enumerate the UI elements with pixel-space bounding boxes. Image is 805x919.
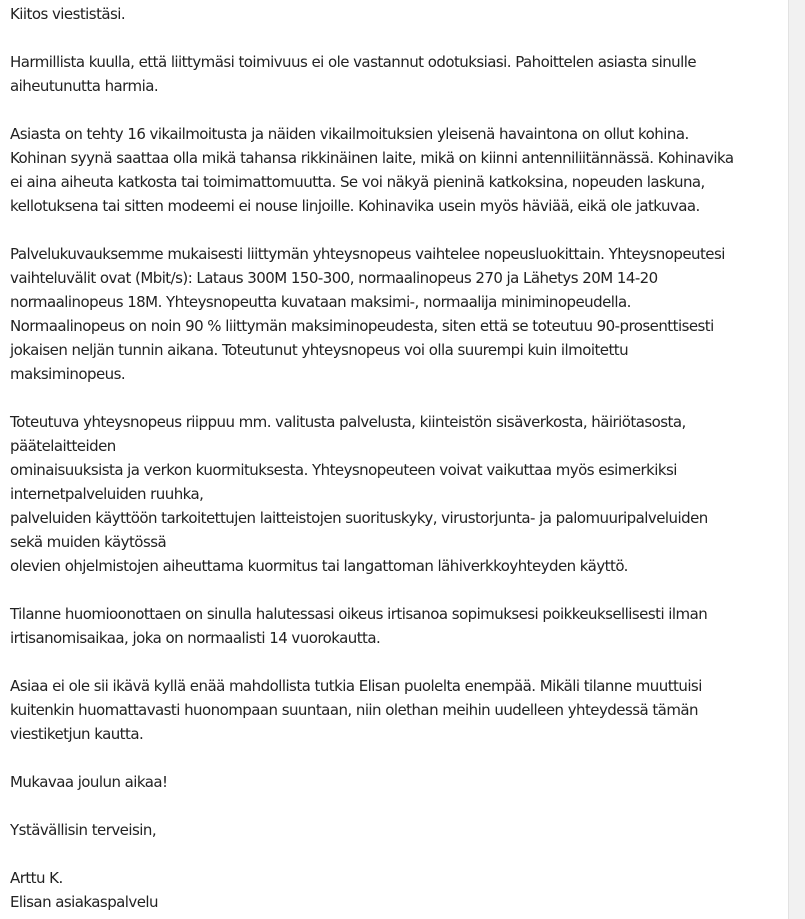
greeting-text: Kiitos viestistäsi. — [10, 5, 126, 23]
paragraph-fault-reports — [10, 122, 780, 218]
text-line: olevien ohjelmistojen aiheuttama kuormitus tai langattoman lähiverkkoyhteyden käyttö. — [10, 557, 628, 575]
text-line: maksiminopeus. — [10, 365, 126, 383]
paragraph-speed-factors — [10, 410, 780, 578]
text-line: Asiaa ei ole sii ikävä kyllä enää mahdollista tutkia Elisan puolelta enempää. Mikäli tilanne muuttuisi — [10, 677, 702, 695]
text-line: irtisanomisaikaa, joka on normaalisti 14 vuorokautta. — [10, 629, 381, 647]
text-line: kellotuksena tai sitten modeemi ei nouse linjoille. Kohinavika usein myös häviää, eikä ole jatkuvaa. — [10, 197, 700, 215]
text-line: kuitenkin huomattavasti huonompaan suuntaan, niin olethan meihin uudelleen yhteydessä tämän — [10, 701, 698, 719]
closing-wish-text: Mukavaa joulun aikaa! — [10, 773, 168, 791]
text-line: sekä muiden käytössä — [10, 533, 167, 551]
text-line: Normaalinopeus on noin 90 % liittymän maksiminopeudesta, siten että se toteutuu 90-prosenttisesti — [10, 317, 714, 335]
text-line: Asiasta on tehty 16 vikailmoitusta ja näiden vikailmoituksien yleisenä havaintona on ollut kohina. — [10, 125, 689, 143]
greeting — [10, 2, 780, 26]
text-line: Palvelukuvauksemme mukaisesti liittymän yhteysnopeus vaihtelee nopeusluokittain. Yhteysnopeutesi — [10, 245, 725, 263]
text-line: jokaisen neljän tunnin aikana. Toteutunut yhteysnopeus voi olla suurempi kuin ilmoitettu — [10, 341, 629, 359]
text-line: Toteutuva yhteysnopeus riippuu mm. valitusta palvelusta, kiinteistön sisäverkosta, häiriötasosta, — [10, 413, 686, 431]
text-line: internetpalveluiden ruuhka, — [10, 485, 204, 503]
text-line: vaihteluvälit ovat (Mbit/s): Lataus 300M 150-300, normaalinopeus 270 ja Lähetys 20M 14-20 — [10, 269, 658, 287]
paragraph-apology — [10, 50, 780, 98]
text-line: ei aina aiheuta katkosta tai toimimattomuutta. Se voi näkyä pieninä katkoksina, nopeuden laskuna, — [10, 173, 705, 191]
paragraph-further-contact — [10, 674, 780, 746]
text-line: viestiketjun kautta. — [10, 725, 144, 743]
vertical-scrollbar[interactable] — [788, 0, 805, 919]
signature-name: Arttu K. — [10, 869, 63, 887]
text-line: palveluiden käyttöön tarkoitettujen laitteistojen suorituskyky, virustorjunta- ja palomuuripalveluiden — [10, 509, 708, 527]
text-line: aiheutunutta harmia. — [10, 77, 159, 95]
text-line: Harmillista kuulla, että liittymäsi toimivuus ei ole vastannut odotuksiasi. Pahoittelen asiasta sinulle — [10, 53, 697, 71]
paragraph-speed-description — [10, 242, 780, 386]
text-line: päätelaitteiden — [10, 437, 116, 455]
text-line: Kohinan syynä saattaa olla mikä tahansa rikkinäinen laite, mikä on kiinni antenniliitännässä. Kohinavika — [10, 149, 734, 167]
regards — [10, 818, 780, 842]
text-line: normaalinopeus 18M. Yhteysnopeutta kuvataan maksimi-, normaalija miniminopeudella. — [10, 293, 631, 311]
text-line: Tilanne huomioonottaen on sinulla halutessasi oikeus irtisanoa sopimuksesi poikkeuksellisesti ilman — [10, 605, 708, 623]
signature — [10, 866, 780, 914]
message-body — [10, 2, 780, 914]
text-line: ominaisuuksista ja verkon kuormituksesta. Yhteysnopeuteen voivat vaikuttaa myös esimerkiksi — [10, 461, 677, 479]
signature-team: Elisan asiakaspalvelu — [10, 893, 159, 911]
paragraph-termination-right — [10, 602, 780, 650]
regards-text: Ystävällisin terveisin, — [10, 821, 157, 839]
closing-wish — [10, 770, 780, 794]
